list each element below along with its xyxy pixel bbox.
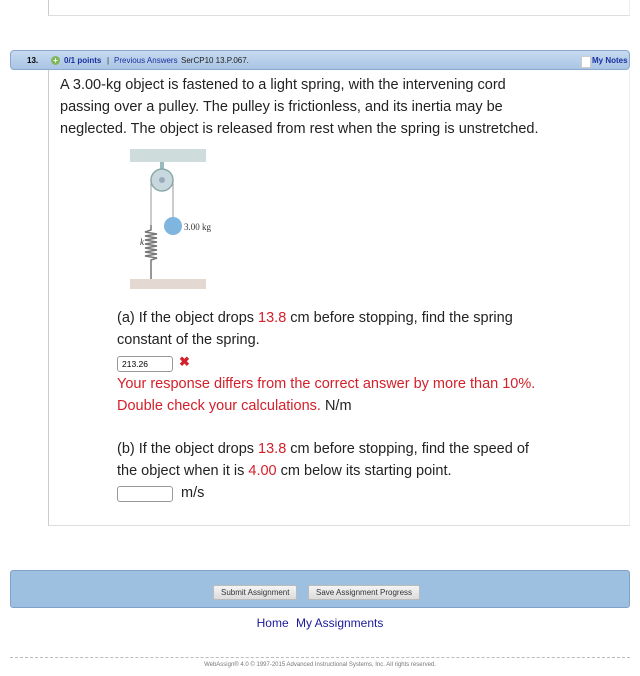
notes-icon[interactable] [581,56,591,68]
part-b-answer-input[interactable] [117,486,173,502]
question-header [10,50,630,70]
previous-answers-link[interactable]: Previous Answers [114,56,178,65]
footer-divider [10,657,630,658]
spring-label: k [140,237,144,247]
points-link[interactable]: 0/1 points [64,56,102,65]
mass-label: 3.00 kg [184,222,211,232]
pulley-spring-figure [120,145,230,290]
footer-links [0,616,640,630]
part-a-unit: N/m [324,398,352,414]
save-assignment-progress-button[interactable]: Save Assignment Progress [308,585,420,600]
copyright-text: WebAssign® 4.0 © 1997-2015 Advanced Instructional Systems, Inc. All rights reserved. [204,662,436,668]
part-a-question: (a) If the object drops 13.8 cm before stopping, find the spring constant of the spring. [117,310,513,348]
my-notes-link[interactable]: My Notes [592,56,628,65]
separator: | [107,56,110,65]
part-b-question: (b) If the object drops 13.8 cm before stopping, find the speed of the object when it is 4.00 cm below its starting point. [117,441,529,479]
question-number: 13. [27,56,39,65]
submit-assignment-button[interactable]: Submit Assignment [213,585,297,600]
prompt-line: neglected. The object is released from rest when the spring is unstretched. [60,121,539,137]
part-a-answer-input[interactable] [117,356,173,372]
prompt-line: A 3.00-kg object is fastened to a light spring, with the intervening cord [60,77,506,93]
question-prompt [60,74,539,140]
part-b-unit: m/s [181,485,205,501]
home-link[interactable]: Home [256,616,289,630]
my-assignments-link[interactable]: My Assignments [295,616,384,630]
question-code: SerCP10 13.P.067. [181,56,249,65]
assignment-action-bar [10,570,630,608]
prompt-line: passing over a pulley. The pulley is frictionless, and its inertia may be [60,99,503,115]
incorrect-x-icon: ✖ [179,354,190,369]
previous-question-box [48,0,630,16]
expand-plus-icon[interactable]: + [51,56,60,65]
part-a-feedback: Your response differs from the correct answer by more than 10%. Double check your calculations. N/m [117,376,536,414]
